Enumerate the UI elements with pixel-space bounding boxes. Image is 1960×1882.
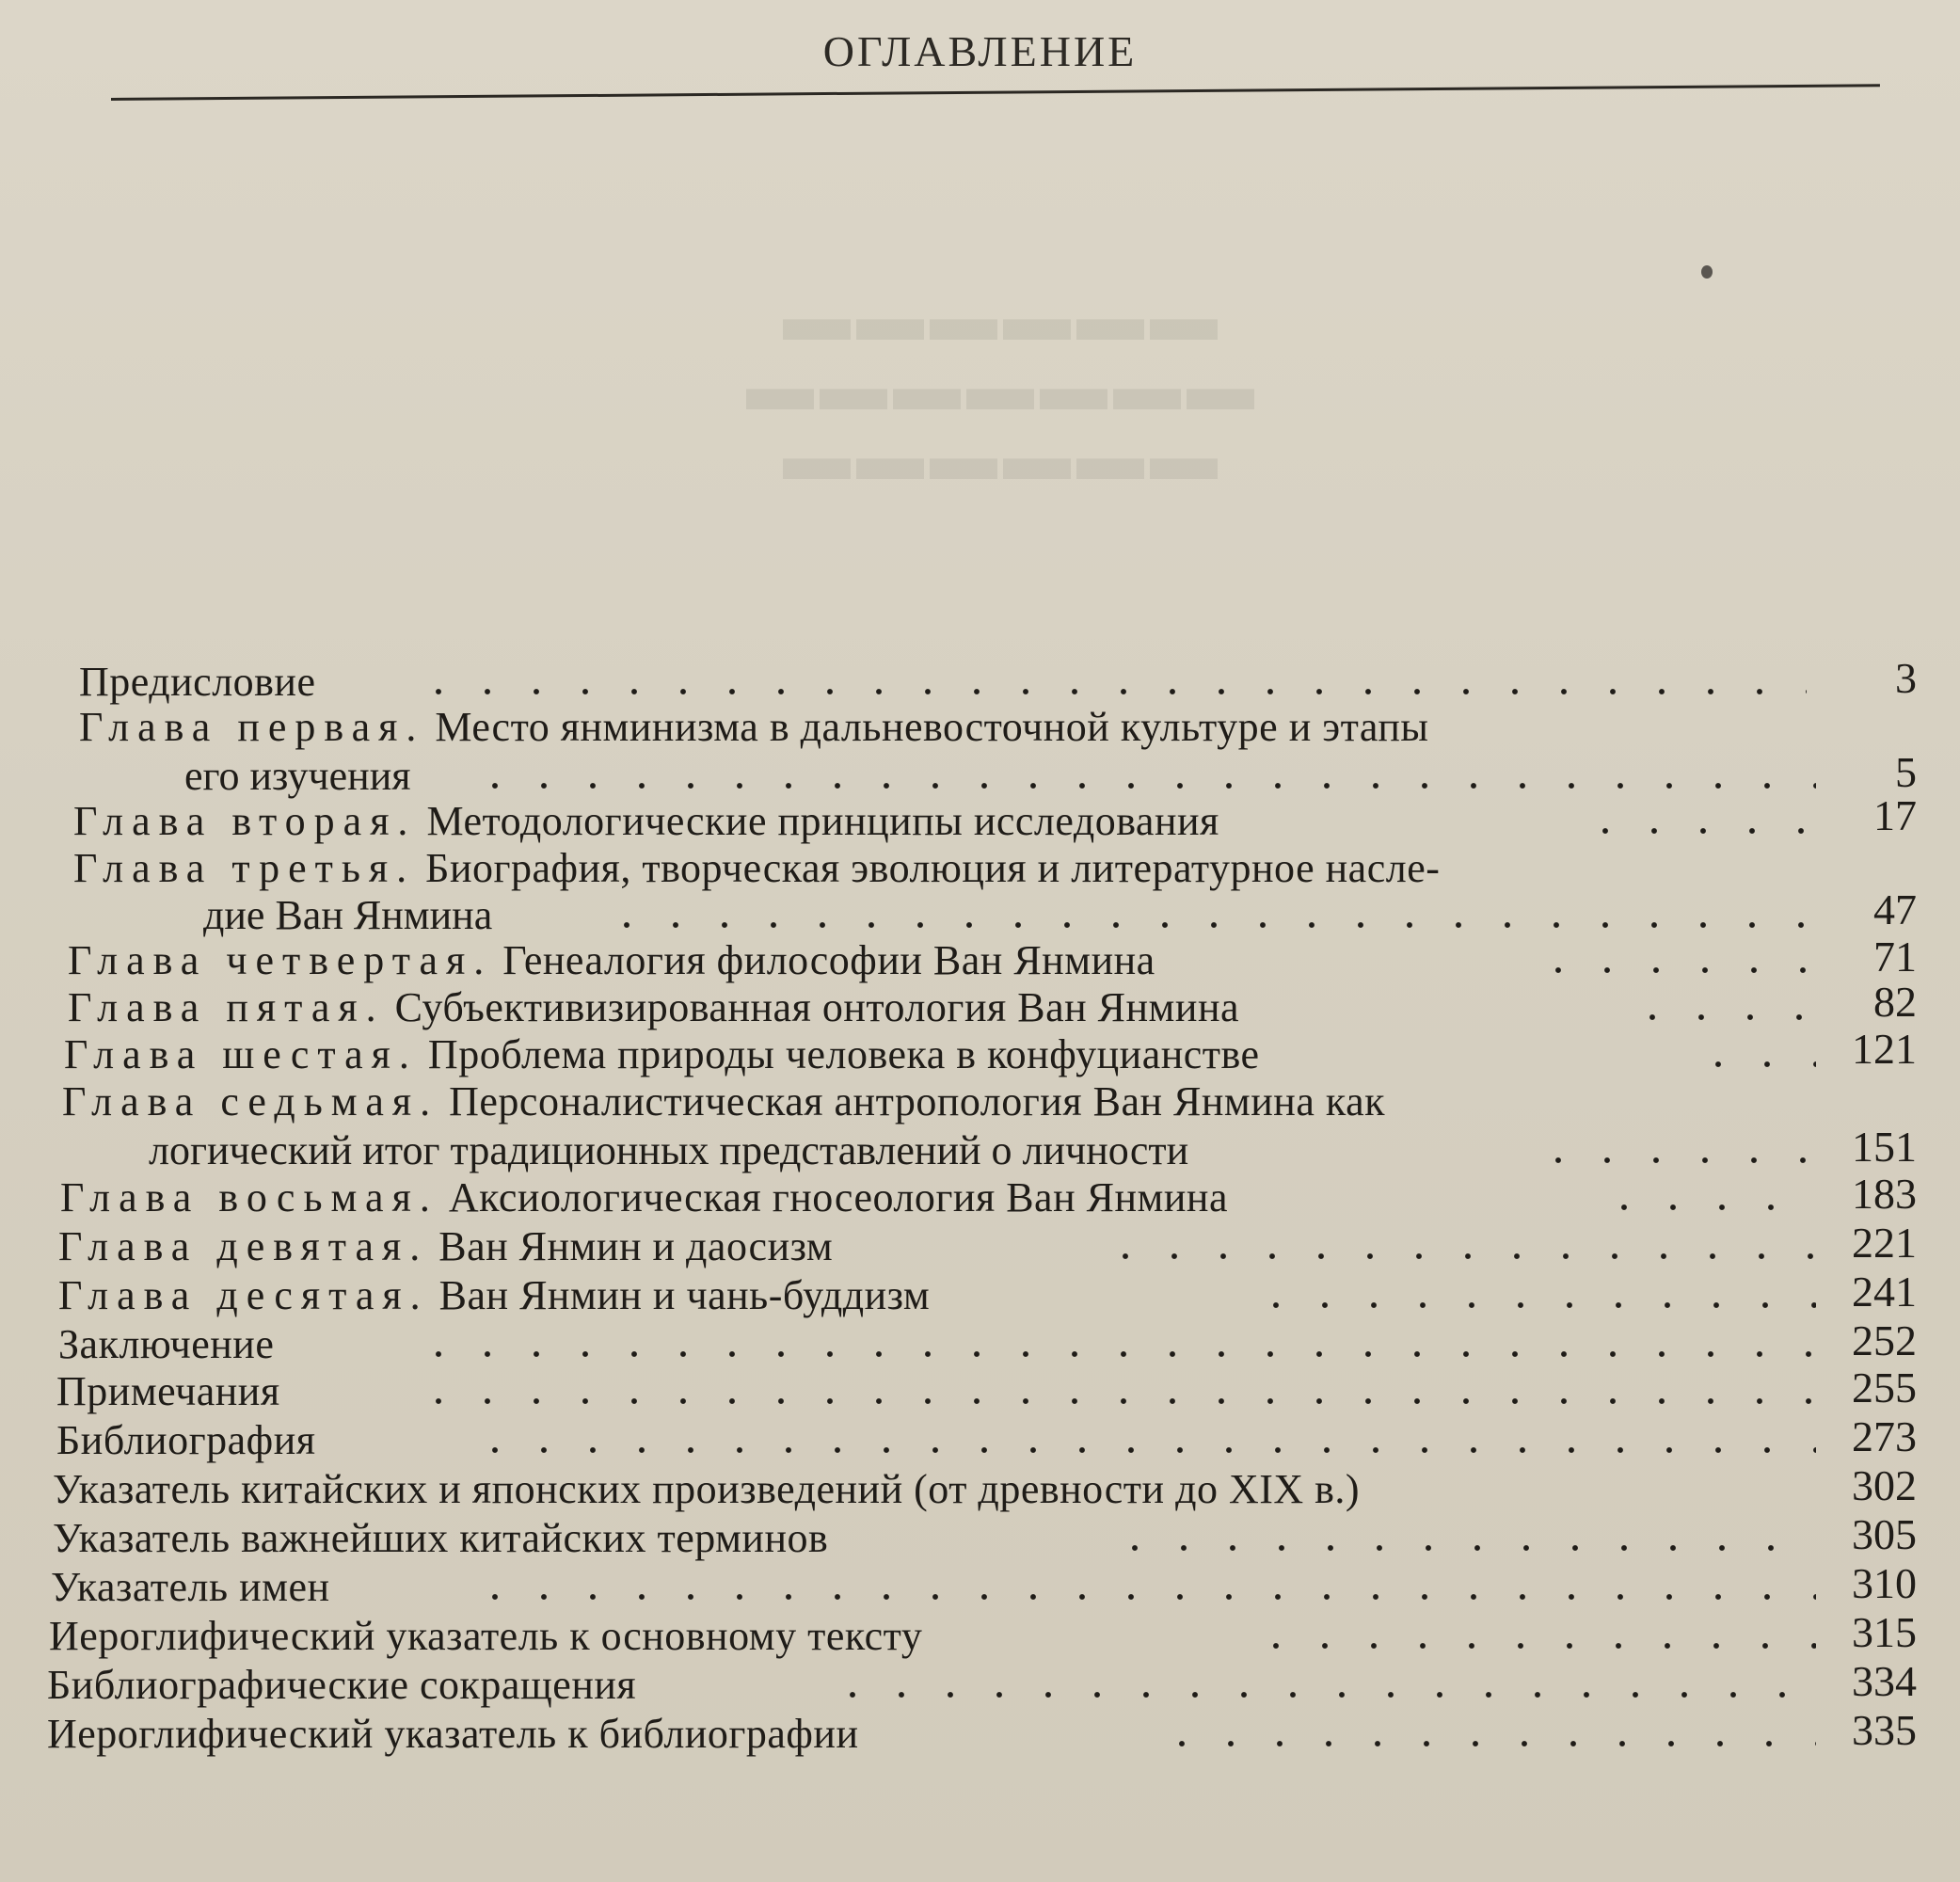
toc-entry-continuation: дие Ван Янмина [203,892,493,938]
toc-entry-label: Глава шестая. [64,1031,418,1077]
toc-entry-label: Глава седьмая. [62,1078,439,1124]
toc-entry-chapter-4 [68,937,1155,984]
toc-entry-title: Аксиологическая гносеология Ван Янмина [448,1174,1228,1220]
dot-leader [1600,1203,1816,1212]
toc-entry-title: Примечания [56,1368,280,1414]
toc-page-number: 121 [1852,1025,1917,1073]
toc-entry-terms-index [53,1515,828,1562]
toc-entry-title: Ван Янмин и даосизм [438,1223,834,1269]
toc-page-number: 273 [1852,1412,1917,1460]
dot-leader [414,1396,1816,1406]
toc-page-number: 255 [1852,1364,1917,1412]
toc-entry-title: Библиография [56,1417,316,1463]
toc-entry-chapter-6 [64,1031,1260,1078]
toc-entry-title: Иероглифический указатель к библиографии [47,1711,859,1757]
toc-page-number: 47 [1873,885,1917,933]
toc-entry-label: Глава пятая. [68,984,385,1030]
toc-entry-label: Глава девятая. [58,1223,429,1269]
toc-entry-title: Место янминизма в дальневосточной культуре и этапы [435,704,1429,750]
toc-entry-title: Персоналистическая антропология Ван Янмина как [449,1078,1385,1124]
toc-entry-continuation: его изучения [184,753,411,799]
toc-entry-preface [79,659,316,706]
dot-leader [1157,1739,1816,1748]
toc-entry-label: Глава восьмая. [60,1174,438,1220]
toc-entry-continuation: логический итог традиционных представлений о личности [149,1127,1189,1173]
toc-page-number: 334 [1852,1657,1917,1705]
toc-entry-title: Указатель важнейших китайских терминов [53,1515,829,1561]
toc-entry-abbreviations [47,1662,636,1709]
toc-entry-title: Ван Янмин и чань-буддизм [438,1272,931,1318]
toc-entry-label: Глава третья. [73,845,416,891]
toc-entry-title: Библиографические сокращения [47,1662,637,1708]
toc-page-number: 241 [1852,1268,1917,1316]
toc-entry-title: Проблема природы человека в конфуцианстве [427,1031,1260,1077]
toc-entry-chapter-5 [68,984,1239,1031]
toc-entry-title: Указатель китайских и японских произведений (от древности до XIX в.) [53,1466,1361,1512]
toc-page-number: 3 [1895,654,1917,702]
dot-leader [414,1349,1816,1359]
toc-entry-title: Предисловие [79,659,316,705]
dot-leader [1110,1543,1816,1553]
dot-leader [1251,1641,1816,1651]
toc-page-number: 302 [1852,1461,1917,1509]
dot-leader [414,687,1807,696]
dot-leader [1534,1156,1816,1165]
toc-page-number: 17 [1873,791,1917,839]
toc-entry-works-index [53,1466,1360,1513]
toc-entry-hieroglyph-bib-index [47,1711,859,1758]
toc-page-number: 71 [1873,933,1917,981]
toc-entry-title: Указатель имен [51,1564,330,1610]
toc-entry-label: Глава четвертая. [68,937,493,983]
toc-page-number: 5 [1895,748,1917,796]
toc-entry-title: Иероглифический указатель к основному тексту [49,1613,923,1659]
toc-entry-chapter-2 [73,798,1219,845]
toc-entry-label: Глава десятая. [58,1272,429,1318]
toc-entry-chapter-3 [73,845,1440,892]
toc-entry-chapter-1 [79,704,1428,751]
toc-entry-title: Генеалогия философии Ван Янмина [502,937,1155,983]
dot-leader [1581,826,1816,836]
toc-entry-hieroglyph-text-index [49,1613,922,1660]
dot-leader [602,920,1816,930]
toc-page-number: 221 [1852,1219,1917,1267]
toc-page-number: 305 [1852,1510,1917,1558]
dot-leader [470,781,1816,790]
toc-page-number: 151 [1852,1123,1917,1171]
toc-entry-title: Биография, творческая эволюция и литературное насле- [425,845,1441,891]
toc-page-number: 310 [1852,1559,1917,1607]
dot-leader [1534,965,1816,975]
dot-leader [828,1690,1816,1699]
toc-page-number: 183 [1852,1170,1917,1218]
toc-entry-bibliography [56,1417,315,1464]
show-through-text: ▬▬▬▬▬▬ ▬▬▬▬▬▬▬ ▬▬▬▬▬▬ [741,279,1254,494]
dot-leader [1101,1252,1816,1261]
page-title: ОГЛАВЛЕНИЕ [822,27,1138,75]
dot-leader [1251,1300,1816,1310]
toc-page-number: 335 [1852,1706,1917,1754]
toc-entry-chapter-8 [60,1174,1228,1221]
dot-leader [470,1592,1816,1602]
toc-entry-title: Методологические принципы исследования [426,798,1219,844]
toc-page-number: 315 [1852,1608,1917,1656]
toc-entry-chapter-10 [58,1272,930,1319]
toc-entry-chapter-9 [58,1223,833,1270]
toc-entry-title: Субъективизированная онтология Ван Янмина [394,984,1240,1030]
toc-entry-title: Заключение [58,1321,275,1367]
toc-entry-label: Глава вторая. [73,798,417,844]
toc-page-number: 252 [1852,1316,1917,1364]
toc-entry-names-index [51,1564,330,1611]
toc-entry-label: Глава первая. [79,704,425,750]
toc-entry-notes [56,1368,280,1415]
toc-page-number: 82 [1873,978,1917,1026]
dot-leader [470,1445,1816,1455]
toc-entry-conclusion [58,1321,274,1368]
toc-entry-chapter-7 [62,1078,1385,1125]
